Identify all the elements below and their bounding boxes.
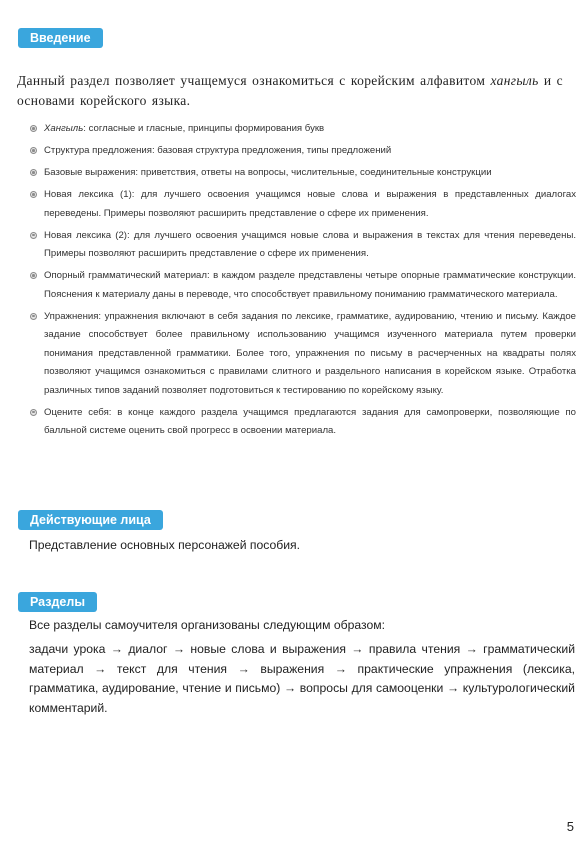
bullet-text: Упражнения: упражнения включают в себя задания по лексике, грамматике, аудированию, чтению и письму. Каждое задание способствует более правильному использованию учащимся изученного материала путем проверки понимания представленной грамматики. Более того, упражнения по письму в расчерченных на квадраты полях позволяют учащимся ознакомиться с правилами слитного и раздельного написания в корейском языке. Отработка различных типов заданий позволяет подготовиться к тестированию по корейскому языку. [44, 310, 576, 396]
bullet-self-assessment [30, 404, 576, 441]
bullet-text: : согласные и гласные, принципы формирования букв [83, 123, 325, 134]
section-tag-characters: Действующие лица [18, 510, 163, 530]
bullet-text: Структура предложения: базовая структура предложения, типы предложений [44, 145, 392, 156]
circle-bullet-icon [30, 409, 37, 416]
page-number: 5 [566, 819, 574, 834]
circle-bullet-icon [30, 147, 37, 154]
bullet-basic-expressions [30, 164, 576, 183]
bullet-text: Новая лексика (2): для лучшего освоения учащимся новые слова и выражения в текстах для чтения переведены. Примеры позволяют расширить представление о сфере их применения. [44, 229, 576, 259]
circle-bullet-icon [30, 232, 37, 239]
intro-paragraph [17, 71, 575, 111]
intro-hangul-term: хангыль [490, 73, 539, 88]
bullet-text: Базовые выражения: приветствия, ответы на вопросы, числительные, соединительные конструкции [44, 167, 492, 178]
section-tag-intro: Введение [18, 28, 103, 48]
bullet-italic-term: Хангыль [44, 123, 84, 134]
section-tag-units: Разделы [18, 592, 97, 612]
units-intro-text: Все разделы самоучителя организованы следующим образом: [29, 618, 386, 632]
intro-bullet-list [30, 120, 576, 444]
circle-bullet-icon [30, 313, 37, 320]
characters-text: Представление основных персонажей пособия. [29, 538, 301, 552]
bullet-grammar [30, 267, 576, 304]
circle-bullet-icon [30, 125, 37, 132]
bullet-new-vocabulary-2 [30, 227, 576, 264]
bullet-text: Оцените себя: в конце каждого раздела учащимся предлагаются задания для самопроверки, позволяющие по балльной системе оценить свой прогресс в освоении материала. [44, 406, 576, 436]
bullet-hangul [30, 120, 576, 139]
circle-bullet-icon [30, 272, 37, 279]
bullet-text: Новая лексика (1): для лучшего освоения учащимся новые слова и выражения в представленных диалогах переведены. Примеры позволяют расширить представление о сфере их применения. [44, 189, 576, 219]
intro-lead-tail: и с основами корейского языка. [17, 73, 564, 108]
circle-bullet-icon [30, 169, 37, 176]
units-sequence-text: задачи урока → диалог → новые слова и выражения → правила чтения → грамматический материал → текст для чтения → выражения → практические упражнения (лексика, грамматика, аудирование, чтение и письмо) → вопросы для самооценки → культурологический комментарий. [29, 642, 575, 715]
intro-lead-text: Данный раздел позволяет учащемуся ознакомиться с корейским алфавитом [17, 73, 491, 88]
circle-bullet-icon [30, 191, 37, 198]
bullet-new-vocabulary-1 [30, 186, 576, 223]
bullet-exercises [30, 308, 576, 401]
bullet-text: Опорный грамматический материал: в каждом разделе представлены четыре опорные грамматические конструкции. Пояснения к материалу даны в переводе, что способствует правильному пониманию грамматического материала. [44, 270, 576, 300]
bullet-sentence-structure [30, 142, 576, 161]
